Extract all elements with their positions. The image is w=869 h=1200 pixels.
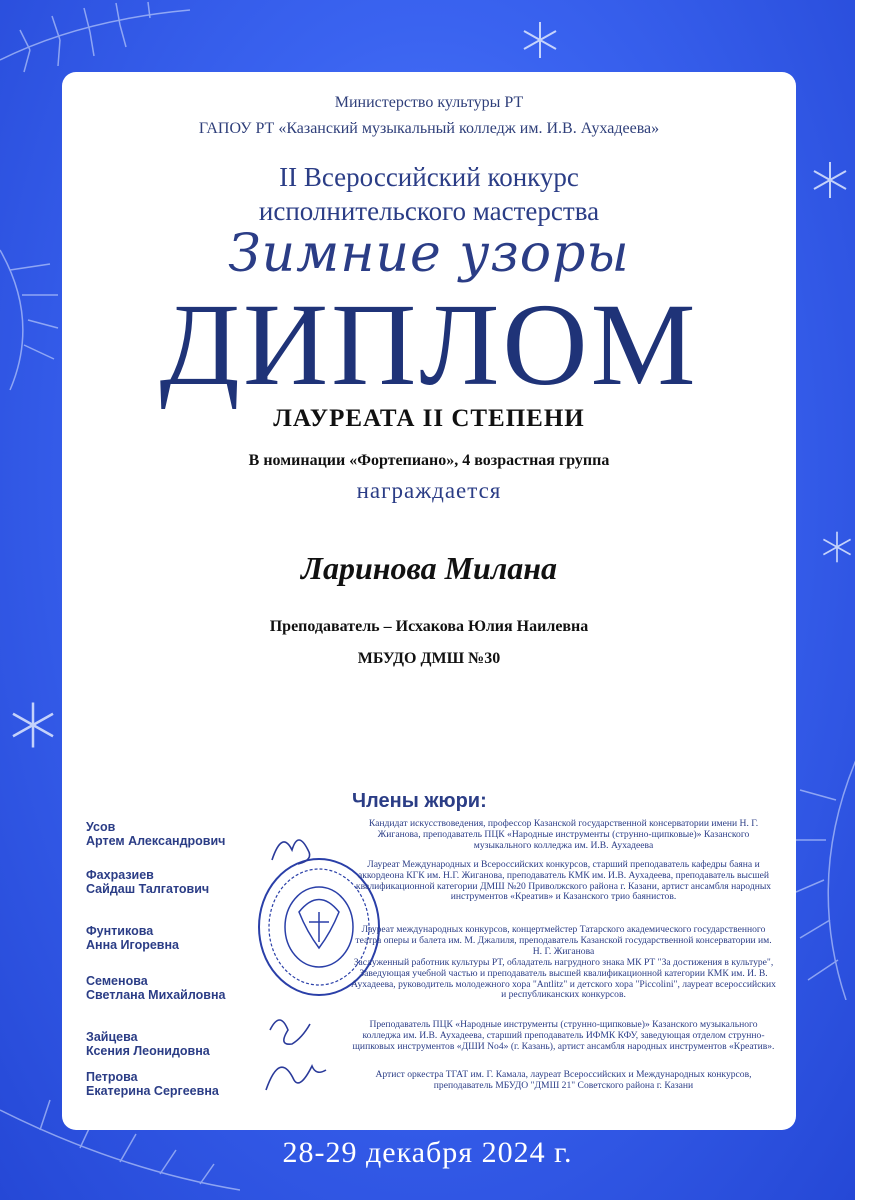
jury-member-name [86,924,179,952]
jury-member-name [86,868,209,896]
jury-surname: Зайцева [86,1030,138,1044]
snowflake-icon [8,700,58,750]
jury-given-names: Сайдаш Талгатович [86,882,210,896]
jury-surname: Семенова [86,974,148,988]
pine-branch-icon [0,240,62,400]
jury-given-names: Анна Игоревна [86,938,179,952]
school-line: МБУДО ДМШ №30 [357,650,501,667]
jury-title: Члены жюри: [352,790,487,812]
jury-given-names: Светлана Михайловна [86,988,226,1002]
event-date: 28-29 декабря 2024 г. [282,1136,573,1169]
jury-member-name [86,1070,219,1098]
jury-given-names: Ксения Леонидовна [86,1044,210,1058]
college-line: ГАПОУ РТ «Казанский музыкальный колледж им. И.В. Аухадеева» [198,120,660,137]
jury-member-description: Преподаватель ПЦК «Народные инструменты (струнно-щипковые)» Казанского музыкального колледжа им. И.В. Аухадеева, старший преподаватель ИФМК КФУ, заведующая отделом струнно-щипковых инструментов «ДШИ No4» (г. Казань), артист ансамбля народных инструментов «Креатив». [352,1019,775,1052]
snowflake-icon [810,160,850,200]
jury-surname: Фунтикова [86,924,154,938]
jury-member-name [86,1030,210,1058]
jury-surname: Усов [86,820,116,834]
signatures-icon [252,800,342,1100]
snowflake-icon [820,530,854,564]
jury-surname: Фахразиев [86,868,154,882]
jury-member-description: Заслуженный работник культуры РТ, обладатель нагрудного знака МК РТ "За достижения в культуре", Заведующая учебной частью и преподаватель высшей квалификационной категории КМК им. И. В. Аухадеева, руководитель молодежного хора "Antlitz" и детского хора "Piccolini", лауреат всероссийских и республиканских конкурсов. [351,957,776,1001]
laureate-name: Ларинова Милана [300,550,558,586]
nomination-line: В номинации «Фортепиано», 4 возрастная группа [248,452,610,469]
competition-line-1: II Всероссийский конкурс [279,162,579,192]
jury-surname: Петрова [86,1070,138,1084]
pine-branch-icon [0,0,200,80]
diploma-sheet [62,72,796,1130]
pine-branch-icon [796,760,855,1000]
competition-line-2: исполнительского мастерства [258,196,600,226]
teacher-line: Преподаватель – Исхакова Юлия Наилевна [269,618,589,635]
diploma-title: ДИПЛОМ [159,279,699,410]
competition-name: Зимние узоры [228,224,630,284]
ministry-line: Министерство культуры РТ [334,94,524,111]
laureate-degree: ЛАУРЕАТА II СТЕПЕНИ [273,405,585,432]
jury-member-description: Кандидат искусствоведения, профессор Казанской государственной консерватории имени Н. Г. Жиганова, преподаватель ПЦК «Народные инструменты (струнно-щипковые)» Казанского музыкального колледжа им. И.В. Аухадеева [368,818,759,851]
jury-member-name [86,820,225,848]
snowflake-icon [520,20,560,60]
jury-member-description: Лауреат международных конкурсов, концертмейстер Татарского академического государственного театра оперы и балета им. М. Джалиля, преподаватель Казанской государственной консерватории им. Н. Г. Жиганова [355,924,772,957]
jury-given-names: Артем Александрович [86,834,226,848]
jury-member-name [86,974,225,1002]
awarded-line: награждается [356,478,502,503]
jury-given-names: Екатерина Сергеевна [86,1084,219,1098]
jury-member-description: Артист оркестра ТГАТ им. Г. Камала, лауреат Всероссийских и Международных конкурсов, преподаватель МБУДО "ДМШ 21" Советского района г. Казани [375,1069,752,1091]
jury-member-description: Лауреат Международных и Всероссийских конкурсов, старший преподаватель кафедры баяна и аккордеона КГК им. Н.Г. Жиганова, преподаватель КМК им. И.В. Аухадеева, преподаватель высшей квалификационной категории ДМШ №20 Приволжского района г. Казани, артист ансамбля народных инструментов «Креатив» и Казанского трио баянистов. [355,859,772,903]
